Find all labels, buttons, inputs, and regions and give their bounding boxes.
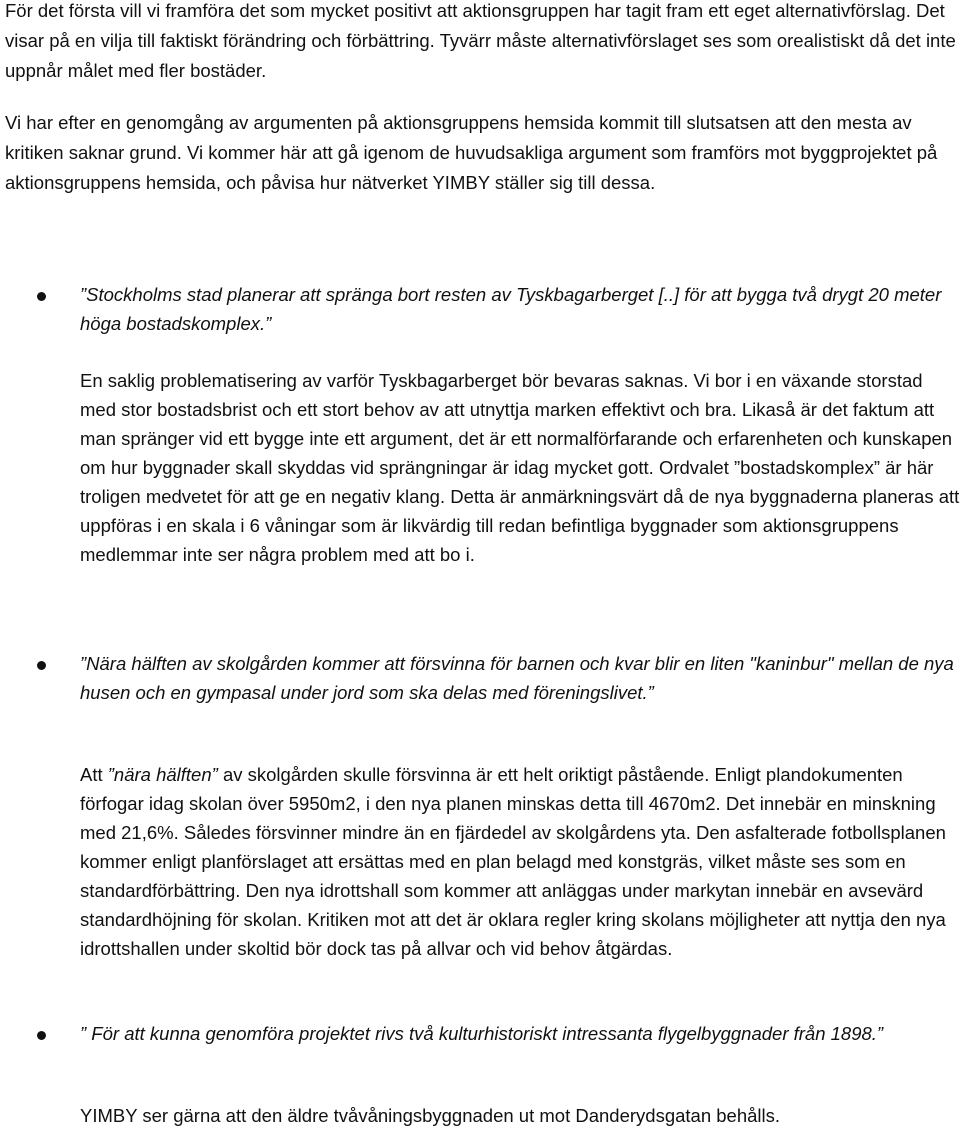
intro-paragraph-1: För det första vill vi framföra det som mycket positivt att aktionsgruppen har tagit fram ett eget alternativförslag. Det visar på en vilja till faktiskt förändring och förbättring. Tyvärr måste alternativförslaget ses som orealistiskt då det inte uppnår målet med fler bostäder. <box>5 0 956 81</box>
argument-response: YIMBY ser gärna att den äldre tvåvåningsbyggnaden ut mot Danderydsgatan behålls. <box>80 1105 781 1126</box>
argument-response <box>80 760 960 963</box>
argument-quote: ”Stockholms stad planerar att spränga bort resten av Tyskbagarberget [..] för att bygga två drygt 20 meter höga bostadskomplex.” <box>80 284 942 334</box>
response-rest: av skolgården skulle försvinna är ett helt oriktigt påstående. Enligt plandokumenten förfogar idag skolan över 5950m2, i den nya planen minskas detta till 4670m2. Det innebär en minskning med 21,6%. Således försvinner mindre än en fjärdedel av skolgårdens yta. Den asfalterade fotbollsplanen kommer enligt planförslaget att ersättas med en plan belagd med konstgräs, vilket måste ses som en standardförbättring. Den nya idrottshall som kommer att anläggas under markytan innebär en avsevärd standardhöjning för skolan. Kritiken mot att det är oklara regler kring skolans möjligheter att nyttja den nya idrottshallen under skoltid bör dock tas på allvar och vid behov åtgärdas. <box>80 764 946 959</box>
intro-paragraph-2: Vi har efter en genomgång av argumenten på aktionsgruppens hemsida kommit till slutsatsen att den mesta av kritiken saknar grund. Vi kommer här att gå igenom de huvudsakliga argument som framförs mot byggprojektet på aktionsgruppens hemsida, och påvisa hur nätverket YIMBY ställer sig till dessa. <box>5 112 938 193</box>
argument-quote: ” För att kunna genomföra projektet rivs två kulturhistoriskt intressanta flygelbyggnader från 1898.” <box>80 1023 884 1044</box>
argument-quote: ”Nära hälften av skolgården kommer att försvinna för barnen och kvar blir en liten "kaninbur" mellan de nya husen och en gympasal under jord som ska delas med föreningslivet.” <box>80 653 954 703</box>
response-emphasis: ”nära hälften” <box>107 764 218 785</box>
argument-response: En saklig problematisering av varför Tyskbagarberget bör bevaras saknas. Vi bor i en växande storstad med stor bostadsbrist och ett stort behov av att utnyttja marken effektivt och bra. Likaså är det faktum att man spränger vid ett bygge inte ett argument, det är ett normalförfarande och erfarenheten och kunskapen om hur byggnader skall skyddas vid sprängningar är idag mycket gott. Ordvalet ”bostadskomplex” är här troligen medvetet för att ge en negativ klang. Detta är anmärkningsvärt då de nya byggnaderna planeras att uppföras i en skala i 6 våningar som är likvärdig till redan befintliga byggnader som aktionsgruppens medlemmar inte ser några problem med att bo i. <box>80 370 960 565</box>
response-prefix: Att <box>80 764 108 785</box>
bullet-icon <box>37 1031 46 1040</box>
bullet-icon <box>37 661 46 670</box>
bullet-icon <box>37 292 46 301</box>
